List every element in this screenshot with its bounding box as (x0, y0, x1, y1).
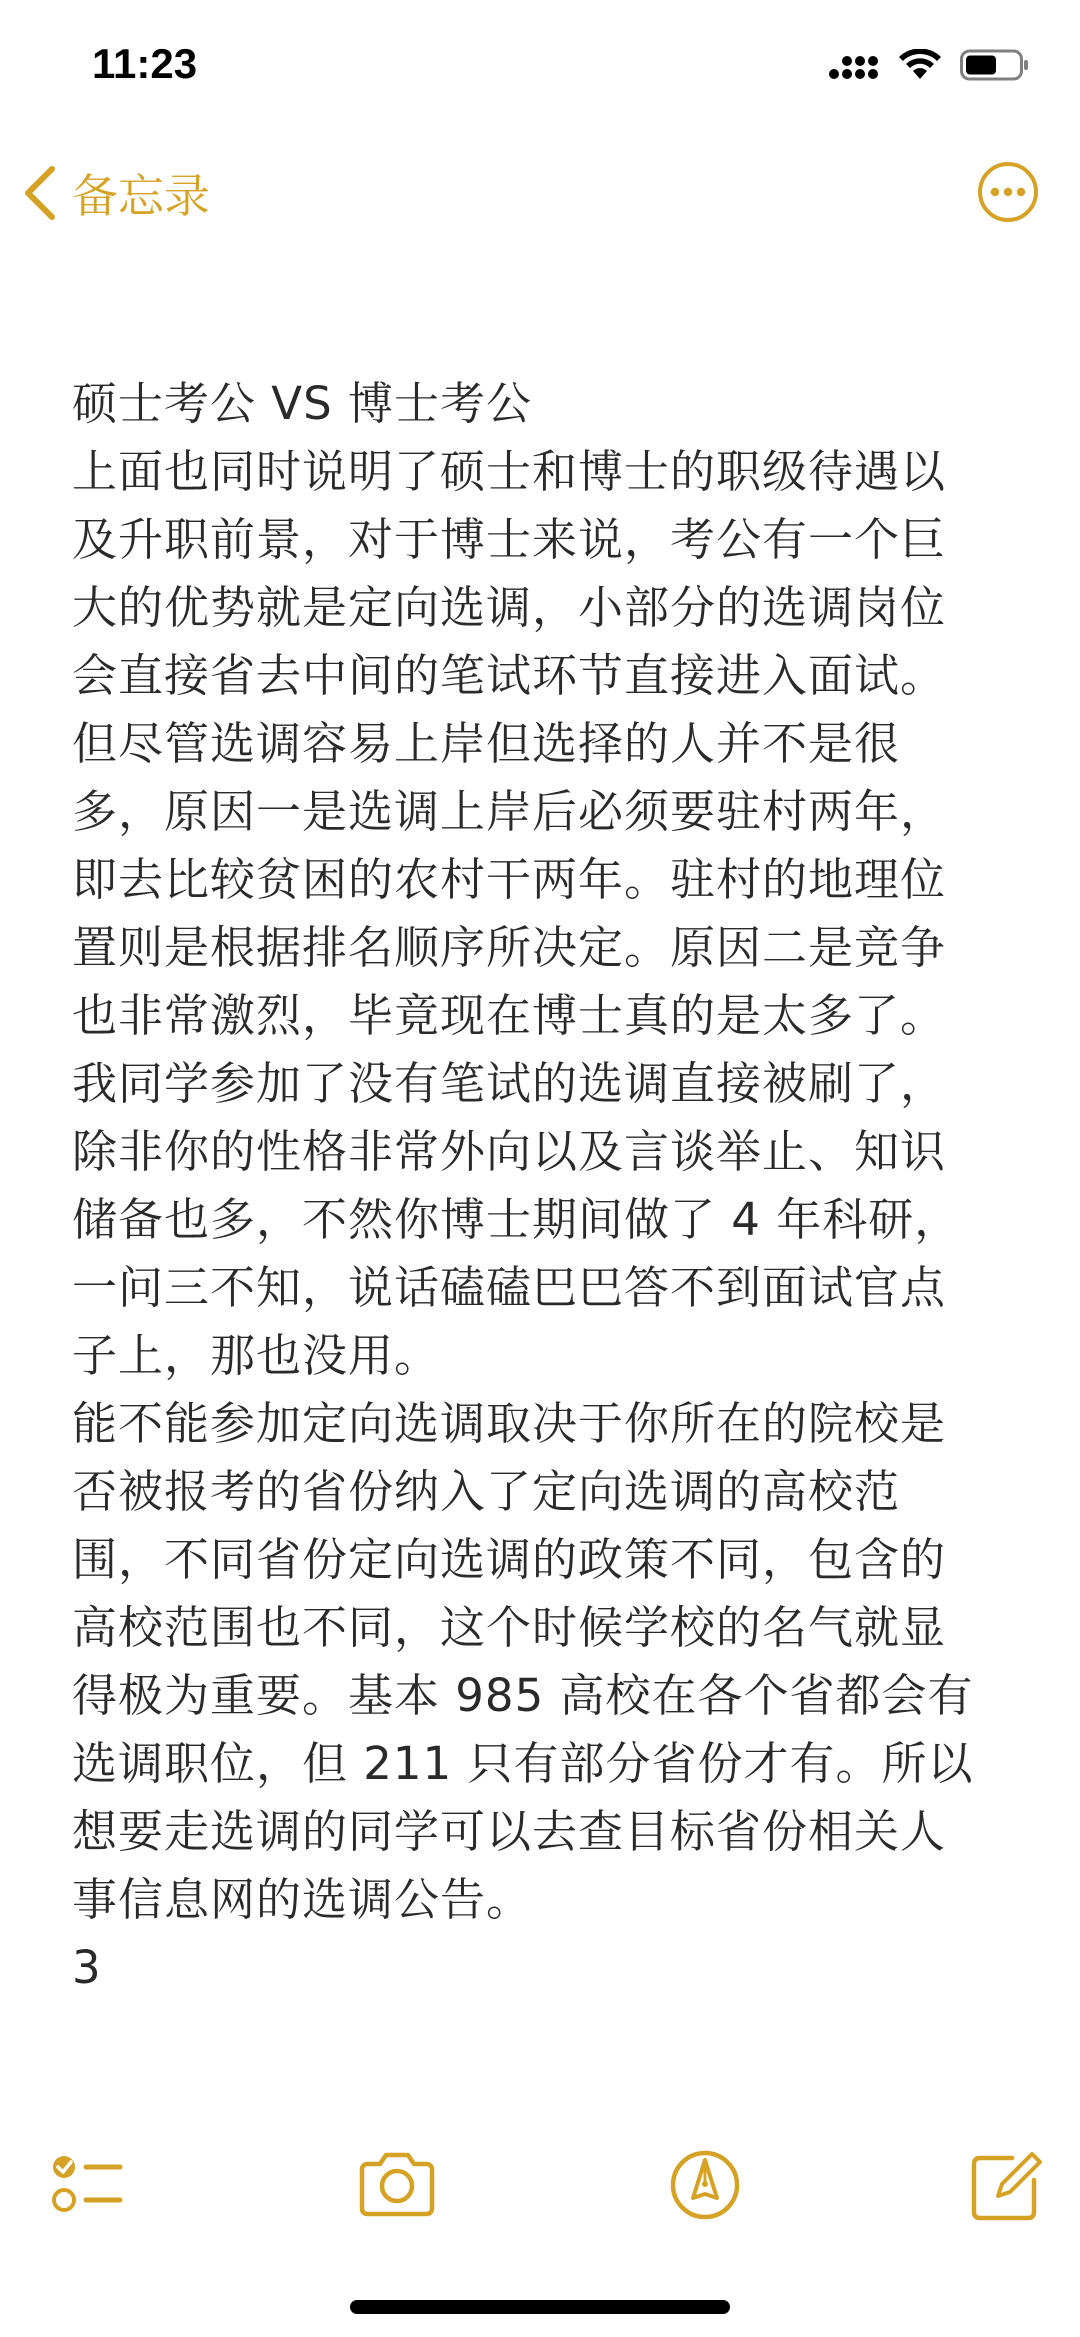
note-line: 储备也多，不然你博士期间做了 4 年科研， (72, 1193, 961, 1246)
home-indicator[interactable] (350, 2300, 730, 2314)
note-line: 3 (72, 1941, 102, 1994)
nav-bar (0, 150, 1080, 240)
camera-icon (352, 2140, 442, 2230)
battery-icon (960, 48, 1030, 82)
note-line: 我同学参加了没有笔试的选调直接被刷了， (72, 1057, 947, 1110)
note-line: 能不能参加定向选调取决于你所在的院校是 (72, 1397, 947, 1450)
note-line: 及升职前景，对于博士来说，考公有一个巨 (72, 513, 947, 566)
more-button[interactable] (976, 160, 1040, 224)
note-line: 置则是根据排名顺序所决定。原因二是竞争 (72, 921, 947, 974)
note-line: 但尽管选调容易上岸但选择的人并不是很 (72, 717, 901, 770)
note-line: 会直接省去中间的笔试环节直接进入面试。 (72, 649, 947, 702)
compose-icon (962, 2140, 1052, 2230)
cellular-signal-icon (828, 50, 880, 80)
markup-pen-icon (660, 2140, 750, 2230)
note-line: 也非常激烈，毕竟现在博士真的是太多了。 (72, 989, 947, 1042)
camera-button[interactable] (352, 2140, 442, 2230)
chevron-left-icon (22, 165, 58, 221)
note-line: 一问三不知，说话磕磕巴巴答不到面试官点 (72, 1261, 947, 1314)
ellipsis-circle-icon (976, 160, 1040, 224)
markup-button[interactable] (660, 2140, 750, 2230)
back-button[interactable] (22, 160, 210, 226)
note-line: 选调职位，但 211 只有部分省份才有。所以 (72, 1737, 974, 1790)
note-line: 想要走选调的同学可以去查目标省份相关人 (72, 1805, 947, 1858)
note-line: 大的优势就是定向选调，小部分的选调岗位 (72, 581, 947, 634)
note-line: 高校范围也不同，这个时候学校的名气就显 (72, 1601, 947, 1654)
wifi-icon (898, 49, 942, 81)
note-line: 围，不同省份定向选调的政策不同，包含的 (72, 1533, 947, 1586)
status-time: 11:23 (92, 40, 198, 87)
note-line: 事信息网的选调公告。 (72, 1873, 533, 1926)
note-line: 否被报考的省份纳入了定向选调的高校范 (72, 1465, 901, 1518)
compose-button[interactable] (962, 2140, 1052, 2230)
note-line: 上面也同时说明了硕士和博士的职级待遇以 (72, 445, 947, 498)
status-bar (0, 0, 1080, 130)
note-line: 硕士考公 VS 博士考公 (72, 377, 532, 430)
bottom-toolbar (0, 2140, 1080, 2250)
note-body[interactable] (72, 370, 1012, 2002)
note-line: 得极为重要。基本 985 高校在各个省都会有 (72, 1669, 974, 1722)
note-line: 即去比较贫困的农村干两年。驻村的地理位 (72, 853, 947, 906)
back-label: 备忘录 (72, 169, 210, 223)
note-line: 除非你的性格非常外向以及言谈举止、知识 (72, 1125, 947, 1178)
status-icons (828, 48, 1030, 82)
checklist-icon (44, 2140, 134, 2230)
note-line: 多，原因一是选调上岸后必须要驻村两年， (72, 785, 947, 838)
note-line: 子上，那也没用。 (72, 1329, 441, 1382)
checklist-button[interactable] (44, 2140, 134, 2230)
